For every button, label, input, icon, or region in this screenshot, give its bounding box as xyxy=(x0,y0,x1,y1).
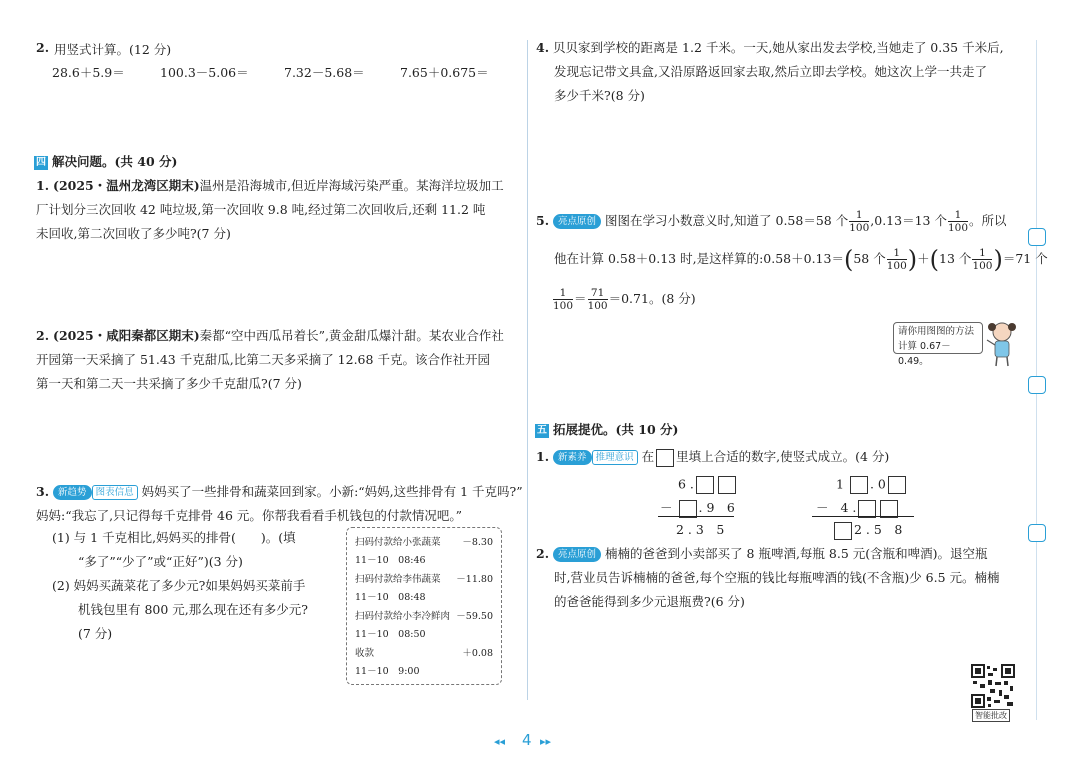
e2-line-1: 楠楠的爸爸到小卖部买了 8 瓶啤酒,每瓶 8.5 元(含瓶和啤酒)。退空瓶 xyxy=(605,546,988,561)
p2-line-2: 开园第一天采摘了 51.43 千克甜瓜,比第二天多采摘了 12.68 千克。该合作社开园 xyxy=(36,352,490,367)
vertical-calc-2-row-3: 2 . 5 8 xyxy=(832,520,902,540)
next-page-icon[interactable]: ▸▸ xyxy=(540,735,552,748)
q5-line-2: 他在计算 0.58＋0.13 时,是这样算的:0.58＋0.13＝(58 个 $\frac{1}{100}$ )＋(13 个 $\frac{1}{100}$ )＝71 个 xyxy=(554,245,1048,274)
q4-line-3: 多少千米?(8 分) xyxy=(554,88,645,103)
p3-sub2-a: (2) 妈妈买蔬菜花了多少元?如果妈妈买菜前手 xyxy=(52,578,306,593)
calc-2-rule xyxy=(812,516,914,517)
blank-box[interactable] xyxy=(888,476,906,494)
qr-label: 智能批改 xyxy=(972,709,1010,722)
payment-receipt xyxy=(346,527,502,685)
calc-item-2: 100.3－5.06＝ xyxy=(160,65,249,80)
fraction: $\frac{1}{100}$ xyxy=(553,287,574,312)
side-tab-marker xyxy=(1028,228,1046,246)
blank-box[interactable] xyxy=(679,500,697,518)
blank-box[interactable] xyxy=(880,500,898,518)
receipt-row: 11－10 9:00 xyxy=(355,666,420,677)
speech-line-2: 计算 0.67－0.49。 xyxy=(898,341,951,367)
p3-sub2-b: 机钱包里有 800 元,那么现在还有多少元? xyxy=(78,602,308,617)
fraction: $\frac{1}{100}$ xyxy=(972,247,993,272)
section-4-badge: 四 xyxy=(36,156,46,168)
q5-text-2a: 他在计算 0.58＋0.13 时,是这样算的:0.58＋0.13＝ xyxy=(554,251,844,266)
p3-sub1-b: “多了”“少了”或“正好”)(3 分) xyxy=(78,554,243,569)
section-5-badge: 五 xyxy=(537,424,547,436)
problem-1 xyxy=(36,174,504,246)
receipt-row: 扫码付款给李伟蔬菜 －11.80 xyxy=(355,574,493,585)
blank-box[interactable] xyxy=(850,476,868,494)
calc-item-1: 28.6＋5.9＝ xyxy=(52,65,125,80)
e1-num: 1. xyxy=(536,449,550,464)
fraction: $\frac{71}{100}$ xyxy=(587,287,608,312)
q5-line-1 xyxy=(536,208,1007,234)
receipt-row: 11－10 08:50 xyxy=(355,629,426,640)
girl-character-icon xyxy=(985,320,1019,368)
highlight-badge: 亮点原创 xyxy=(553,214,601,229)
q4-line-2: 发现忘记带文具盒,又沿原路返回家去取,然后立即去学校。她这次上学一共走了 xyxy=(554,64,987,79)
vertical-calc-1-row-3: 2 . 3 5 xyxy=(676,522,725,537)
blank-box[interactable] xyxy=(858,500,876,518)
q2-title: 用竖式计算。(12 分) xyxy=(54,42,172,57)
vertical-calc-1-row-1: 6 . xyxy=(678,476,738,494)
blank-box[interactable] xyxy=(696,476,714,494)
question-4 xyxy=(536,36,1004,108)
page-number: 4 xyxy=(522,731,532,749)
p1-line-3: 未回收,第二次回收了多少吨?(7 分) xyxy=(36,226,231,241)
e1-text-a: 在 xyxy=(641,449,655,464)
side-tab-marker xyxy=(1028,524,1046,542)
calc-1-rule xyxy=(658,516,734,517)
p1-tag: (2025・温州龙湾区期末) xyxy=(53,178,200,193)
section-5-title: 拓展提优。(共 10 分) xyxy=(553,422,679,437)
e2-num: 2. xyxy=(536,546,550,561)
side-tab-marker xyxy=(1028,376,1046,394)
receipt-row: 扫码付款给小李冷鲜肉 －59.50 xyxy=(355,611,493,622)
problem-3 xyxy=(36,480,523,528)
calc-item-3: 7.32－5.68＝ xyxy=(284,65,365,80)
p2-line-1: 秦都“空中西瓜吊着长”,黄金甜瓜爆汁甜。某农业合作社 xyxy=(199,328,504,343)
fraction: $\frac{1}{100}$ xyxy=(849,209,870,234)
q5-text-1b: ,0.13＝13 个 xyxy=(870,213,947,228)
blank-box[interactable] xyxy=(834,522,852,540)
q5-text-1c: 。所以 xyxy=(969,213,1007,228)
p3-num: 3. xyxy=(36,484,50,499)
receipt-row: 11－10 08:48 xyxy=(355,592,426,603)
section-5-heading xyxy=(535,420,678,438)
highlight-badge: 亮点原创 xyxy=(553,547,601,562)
q4-line-1: 贝贝家到学校的距离是 1.2 千米。一天,她从家出发去学校,当她走了 0.35 千米后, xyxy=(553,40,1004,55)
p2-line-3: 第一天和第二天一共采摘了多少千克甜瓜?(7 分) xyxy=(36,376,302,391)
prev-page-icon[interactable]: ◂◂ xyxy=(494,735,506,748)
speech-line-1: 请你用图图的方法 xyxy=(898,326,975,337)
chart-info-badge: 图表信息 xyxy=(92,485,138,500)
q5-line-3: $\frac{1}{100}$ ＝ $\frac{71}{100}$ ＝0.71。(8 分) xyxy=(553,287,696,312)
problem-2 xyxy=(36,324,504,396)
speech-bubble xyxy=(893,322,983,367)
q5-num: 5. xyxy=(536,213,550,228)
p1-num: 1. xyxy=(36,178,50,193)
trend-badge: 新趋势 xyxy=(53,485,92,500)
receipt-row: 收款 ＋0.08 xyxy=(355,648,493,659)
p3-line-1: 妈妈买了一些排骨和蔬菜回到家。小新:“妈妈,这些排骨有 1 千克吗?” xyxy=(141,484,523,499)
fraction: $\frac{1}{100}$ xyxy=(886,247,907,272)
e1-text-b: 里填上合适的数字,使竖式成立。(4 分) xyxy=(676,449,890,464)
extension-2 xyxy=(536,542,1000,614)
e2-line-3: 的爸爸能得到多少元退瓶费?(6 分) xyxy=(554,594,745,609)
reasoning-badge: 推理意识 xyxy=(592,450,638,465)
receipt-row: 扫码付款给小张蔬菜 －8.30 xyxy=(355,537,493,548)
p1-line-2: 厂计划分三次回收 42 吨垃圾,第一次回收 9.8 吨,经过第二次回收后,还剩 11.2 吨 xyxy=(36,202,486,217)
blank-box[interactable] xyxy=(718,476,736,494)
vertical-calc-2-row-2: － 4 . xyxy=(816,498,900,518)
calc-item-4: 7.65＋0.675＝ xyxy=(400,65,489,80)
section-4-title: 解决问题。(共 40 分) xyxy=(52,154,178,169)
e2-line-2: 时,营业员告诉楠楠的爸爸,每个空瓶的钱比每瓶啤酒的钱(不含瓶)少 6.5 元。楠楠 xyxy=(554,570,1000,585)
qr-code-icon[interactable] xyxy=(971,664,1015,708)
extension-1 xyxy=(536,446,889,468)
fraction: $\frac{1}{100}$ xyxy=(947,209,968,234)
vertical-calc-1-row-2: － . 9 6 xyxy=(660,498,735,518)
vertical-calc-2-row-1: 1 . 0 xyxy=(836,476,908,494)
p3-subquestions xyxy=(52,526,308,646)
q2-num: 2. xyxy=(36,40,50,55)
q5-text-1a: 图图在学习小数意义时,知道了 0.58＝58 个 xyxy=(605,213,849,228)
p3-sub2-c: (7 分) xyxy=(78,626,113,641)
section-4-heading xyxy=(34,152,177,170)
q4-num: 4. xyxy=(536,40,550,55)
p2-tag: (2025・咸阳秦都区期末) xyxy=(53,328,200,343)
literacy-badge: 新素养 xyxy=(553,450,592,465)
p3-sub1-a: (1) 与 1 千克相比,妈妈买的排骨( )。(填 xyxy=(52,530,296,545)
p1-line-1: 温州是沿海城市,但近岸海域污染严重。某海洋垃圾加工 xyxy=(199,178,504,193)
receipt-row: 11－10 08:46 xyxy=(355,555,426,566)
column-divider xyxy=(527,40,528,700)
p2-num: 2. xyxy=(36,328,50,343)
p3-line-2: 妈妈:“我忘了,只记得每千克排骨 46 元。你帮我看看手机钱包的付款情况吧。” xyxy=(36,508,463,523)
blank-box[interactable] xyxy=(656,449,674,467)
